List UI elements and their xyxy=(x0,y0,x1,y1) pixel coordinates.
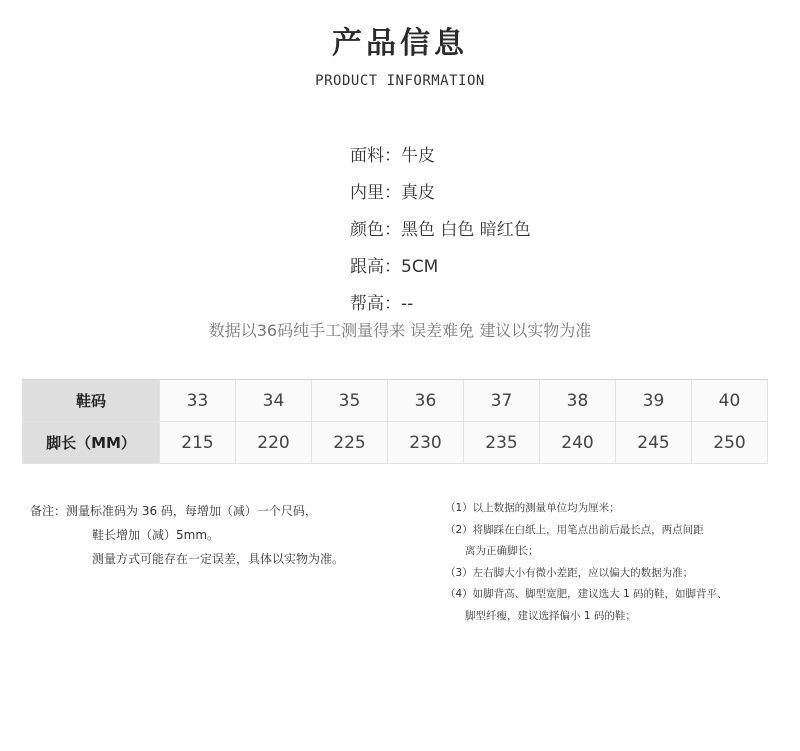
spec-upper-height: 帮高：-- xyxy=(350,294,414,314)
remark-line: 鞋长增加（减）5mm。 xyxy=(92,528,220,542)
spec-list xyxy=(350,135,531,320)
foot-length-cell: 245 xyxy=(616,422,692,464)
remarks-block xyxy=(30,502,344,574)
size-cell: 38 xyxy=(540,380,616,422)
measurement-note: 数据以36码纯手工测量得来 误差难免 建议以实物为准 xyxy=(208,321,592,340)
foot-length-cell: 235 xyxy=(464,422,540,464)
tip-line: 离为正确脚长； xyxy=(465,545,539,557)
foot-length-cell: 215 xyxy=(160,422,236,464)
size-row-label: 鞋码 xyxy=(23,380,160,422)
tip-line: （2）将脚踩在白纸上，用笔点出前后最长点，两点间距 xyxy=(445,523,704,536)
remark-line: 备注：测量标准码为 36 码，每增加（减）一个尺码， xyxy=(30,504,317,518)
page-subtitle: PRODUCT INFORMATION xyxy=(315,73,485,89)
foot-length-row xyxy=(23,422,768,464)
foot-length-row-label: 脚长（MM） xyxy=(23,422,160,464)
size-cell: 33 xyxy=(160,380,236,422)
spec-heel-height: 跟高：5CM xyxy=(350,257,439,277)
foot-length-cell: 220 xyxy=(236,422,312,464)
foot-length-cell: 230 xyxy=(388,422,464,464)
tips-block xyxy=(445,500,728,629)
foot-length-cell: 225 xyxy=(312,422,388,464)
tip-line: （4）如脚背高、脚型宽肥，建议选大 1 码的鞋，如脚背平、 xyxy=(445,588,728,600)
size-row xyxy=(23,380,768,422)
spec-lining: 内里：真皮 xyxy=(350,183,435,203)
spec-color: 颜色：黑色 白色 暗红色 xyxy=(350,220,531,240)
size-cell: 37 xyxy=(464,380,540,422)
spec-material: 面料：牛皮 xyxy=(350,146,435,166)
size-table xyxy=(22,379,768,464)
size-cell: 40 xyxy=(692,380,768,422)
foot-length-cell: 250 xyxy=(692,422,768,464)
remark-line: 测量方式可能存在一定误差，具体以实物为准。 xyxy=(92,552,345,566)
size-cell: 35 xyxy=(312,380,388,422)
size-cell: 36 xyxy=(388,380,464,422)
tip-line: （3）左右脚大小有微小差距，应以偏大的数据为准； xyxy=(445,566,694,579)
page-title: 产品信息 xyxy=(332,26,468,61)
size-cell: 39 xyxy=(616,380,692,422)
tip-line: 脚型纤瘦，建议选择偏小 1 码的鞋； xyxy=(465,609,636,622)
foot-length-cell: 240 xyxy=(540,422,616,464)
size-cell: 34 xyxy=(236,380,312,422)
tip-line: （1）以上数据的测量单位均为厘米； xyxy=(445,502,620,514)
